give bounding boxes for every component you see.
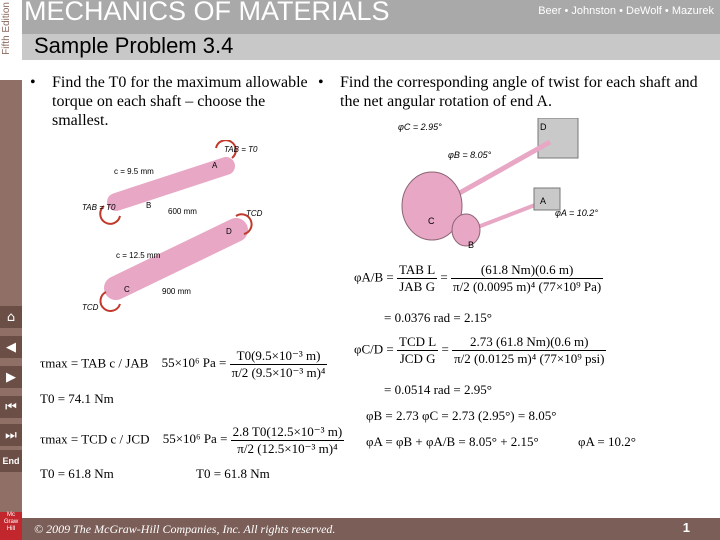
phi-a-line: φA = φB + φA/B = 8.05° + 2.15° <box>366 434 539 449</box>
t-ab-left-label: TAB = T0 <box>82 203 116 212</box>
bearing-a <box>534 188 560 210</box>
phi-a-result: φA = 10.2° <box>578 434 636 449</box>
tau-ab-equation <box>40 348 327 381</box>
label-b-left: B <box>146 201 152 210</box>
tau-ab-denominator: π/2 (9.5×10⁻³ m)⁴ <box>231 365 326 380</box>
header-bar <box>22 0 720 34</box>
phi-a-label: φA = 10.2° <box>555 208 598 218</box>
label-d-left: D <box>226 227 232 236</box>
tau-cd-denominator: π/2 (12.5×10⁻³ m)⁴ <box>237 441 338 456</box>
phi-b-label: φB = 8.05° <box>448 150 492 160</box>
c-large-label: c = 12.5 mm <box>116 251 161 260</box>
c-small-label: c = 9.5 mm <box>114 167 154 176</box>
phi-cd-f2-den: π/2 (0.0125 m)⁴ (77×10⁹ psi) <box>454 351 605 366</box>
tau-cd-mid: 55×10⁶ Pa = <box>162 431 228 447</box>
label-a-left: A <box>212 161 218 170</box>
t0-ab-result: T0 = 74.1 Nm <box>40 391 114 406</box>
len-600-label: 600 mm <box>168 207 197 216</box>
mcgraw-hill-logo <box>0 512 22 540</box>
phi-cd-fraction-1 <box>397 334 438 367</box>
phi-cd-result: = 0.0514 rad = 2.95° <box>384 382 492 397</box>
page-number: 1 <box>682 520 690 535</box>
prev-arrow-icon[interactable]: ◀ <box>0 336 22 358</box>
bullet-left: • Find the T0 for the maximum allowable torque on each shaft – choose the smallest. <box>30 73 320 130</box>
phi-ab-lhs: φA/B = <box>354 269 394 285</box>
tau-ab-lhs: τmax = TAB c / JAB <box>40 355 149 371</box>
phi-c-label: φC = 2.95° <box>398 122 442 132</box>
phi-cd-equation: φC/D = $\frac{\text{TCD L}}{\text{JCD G}}$ = $\frac{2.73 (61.8 Nm)(0.6 m)}{\text{π/2 (0.0125 m)⁴ (77×10⁹ psi)}}$ <box>354 334 605 366</box>
bullet-left-text: Find the T0 for the maximum allowable torque on each shaft – choose the smallest. <box>52 74 308 129</box>
label-c: C <box>428 216 435 226</box>
small-gear <box>452 214 480 246</box>
phi-ab-f2-den: π/2 (0.0095 m)⁴ (77×10⁹ Pa) <box>453 279 602 294</box>
phi-ab-result: = 0.0376 rad = 2.15° <box>384 310 492 325</box>
first-slide-icon[interactable]: ⏮ <box>0 396 22 418</box>
last-slide-icon[interactable]: ⏭ <box>0 424 22 446</box>
footer-bar <box>22 518 720 540</box>
phi-ab-f1-num: TAB L <box>399 262 436 277</box>
t0-final-result: T0 = 61.8 Nm <box>196 466 270 481</box>
authors: Beer • Johnston • DeWolf • Mazurek <box>538 5 714 17</box>
bullet-right: • Find the corresponding angle of twist for each shaft and the net angular rotation of end A. <box>318 73 713 111</box>
t-ab-top-label: TAB = T0 <box>224 145 258 154</box>
label-d: D <box>540 122 547 132</box>
phi-ab-fraction-1 <box>397 262 437 295</box>
end-button[interactable]: End <box>0 450 22 472</box>
tau-ab-numerator: T0(9.5×10⁻³ m) <box>230 348 328 365</box>
book-title: MECHANICS OF MATERIALS <box>24 0 390 26</box>
tau-cd-lhs: τmax = TCD c / JCD <box>40 431 150 447</box>
edition-label-box <box>0 0 22 80</box>
phi-ab-fraction-2 <box>451 262 603 295</box>
shaft-torque-figure <box>76 140 276 315</box>
t-cd-bottom-label: TCD <box>82 303 99 312</box>
phi-ab-f1-den: JAB G <box>399 279 435 294</box>
bullet-right-text: Find the corresponding angle of twist for each shaft and the net angular rotation of end A. <box>340 74 698 110</box>
gear-shaft-figure <box>380 118 620 253</box>
label-c-left: C <box>124 285 130 294</box>
t-cd-right-label: TCD <box>246 209 263 218</box>
phi-cd-fraction-2 <box>452 334 606 367</box>
home-icon[interactable]: ⌂ <box>0 306 22 328</box>
tau-cd-equation <box>40 424 344 457</box>
label-b: B <box>468 240 475 250</box>
phi-cd-f1-den: JCD G <box>399 351 436 366</box>
phi-ab-equation: φA/B = $\frac{\text{TAB L}}{\text{JAB G}}$ = $\frac{(61.8 Nm)(0.6 m)}{\text{π/2 (0.0095 m)⁴ (77×10⁹ Pa)}}$ <box>354 262 602 294</box>
phi-cd-f2-num: 2.73 (61.8 Nm)(0.6 m) <box>452 334 606 351</box>
phi-cd-f1-num: TCD L <box>399 334 437 349</box>
logo-text: Mc Graw Hill <box>3 512 19 532</box>
copyright: © 2009 The McGraw-Hill Companies, Inc. All rights reserved. <box>34 522 336 536</box>
len-900-label: 900 mm <box>162 287 191 296</box>
phi-b-line: φB = 2.73 φC = 2.73 (2.95°) = 8.05° <box>366 408 557 423</box>
edition-label: Fifth Edition <box>1 2 12 55</box>
tau-cd-numerator: 2.8 T0(12.5×10⁻³ m) <box>232 424 343 439</box>
tau-cd-fraction <box>231 424 345 457</box>
next-arrow-icon[interactable]: ▶ <box>0 366 22 388</box>
phi-ab-f2-num: (61.8 Nm)(0.6 m) <box>451 262 603 279</box>
slide-title: Sample Problem 3.4 <box>34 33 234 58</box>
label-a: A <box>540 196 547 206</box>
phi-cd-lhs: φC/D = <box>354 341 394 357</box>
tau-ab-fraction <box>230 348 328 381</box>
title-bar <box>22 34 720 60</box>
tau-ab-mid: 55×10⁶ Pa = <box>161 355 227 371</box>
t0-cd-result: T0 = 61.8 Nm <box>40 466 114 481</box>
